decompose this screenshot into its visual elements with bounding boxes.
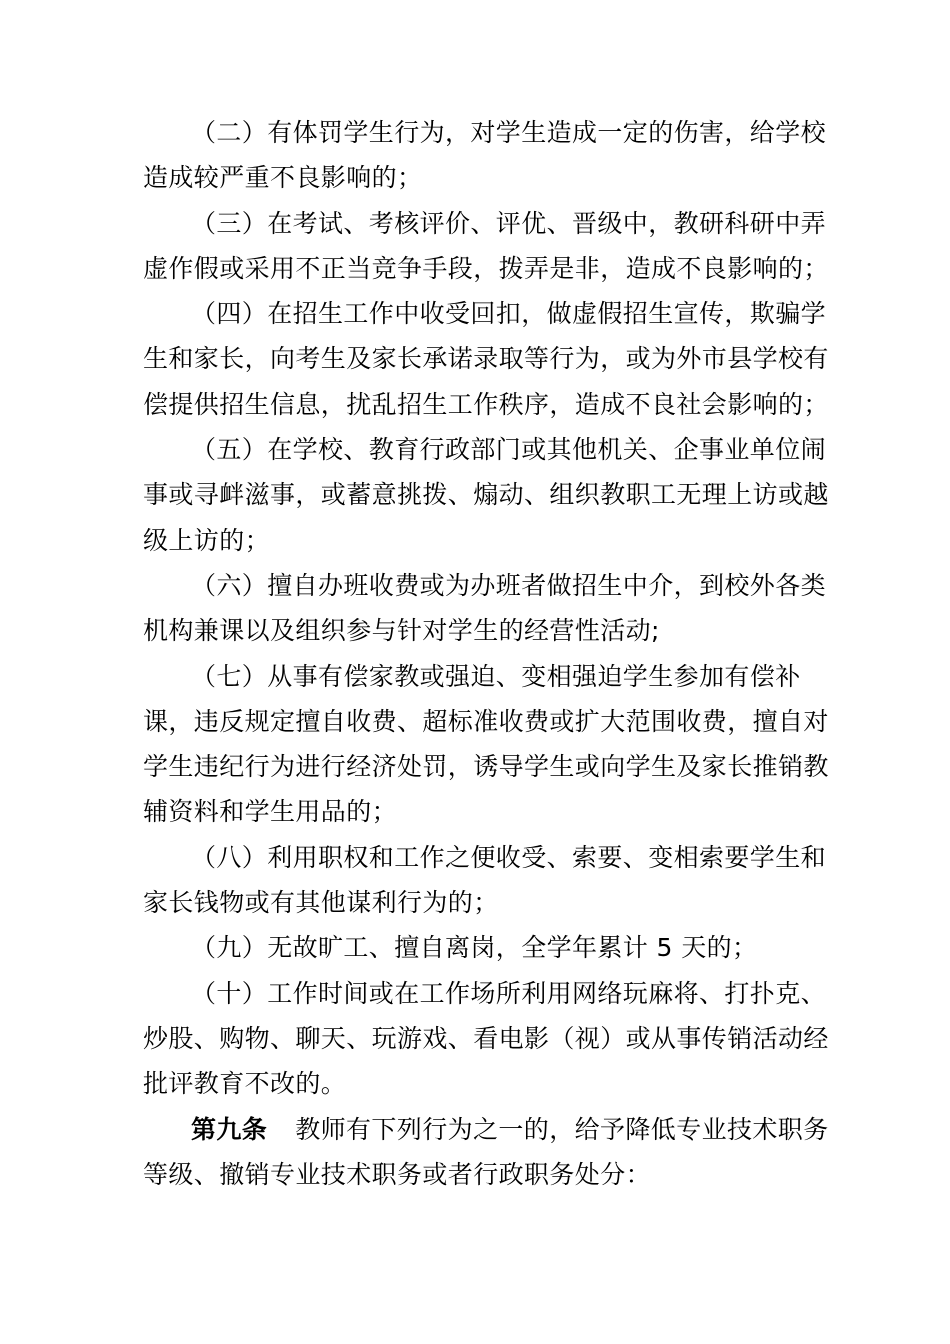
item-3-line-2: 虚作假或采用不正当竞争手段，拨弄是非，造成不良影响的； (143, 253, 829, 283)
article-9-line-1 (143, 1107, 829, 1152)
item-5-line-1: （五）在学校、教育行政部门或其他机关、企事业单位闹 (191, 435, 827, 465)
item-10-line-1: （十）工作时间或在工作场所利用网络玩麻将、打扑克、 (191, 978, 827, 1008)
item-6-line-1: （六）擅自办班收费或为办班者做招生中介，到校外各类 (191, 570, 827, 600)
article-9-text: 教师有下列行为之一的，给予降低专业技术职务 (295, 1114, 829, 1144)
article-9-line-2: 等级、撤销专业技术职务或者行政职务处分： (143, 1159, 652, 1189)
item-7-line-3: 学生违纪行为进行经济处罚，诱导学生或向学生及家长推销教 (143, 752, 829, 782)
item-7-line-1: （七）从事有偿家教或强迫、变相强迫学生参加有偿补 (191, 661, 801, 691)
item-2-line-2: 造成较严重不良影响的； (143, 163, 423, 193)
item-10-line-3: 批评教育不改的。 (143, 1069, 347, 1099)
item-7-line-4: 辅资料和学生用品的； (143, 797, 398, 827)
article-9-heading: 第九条 (191, 1114, 268, 1144)
item-6-line-2: 机构兼课以及组织参与针对学生的经营性活动; (143, 616, 660, 646)
item-5-line-3: 级上访的； (143, 525, 271, 555)
item-3-line-1: （三）在考试、考核评价、评优、晋级中，教研科研中弄 (191, 208, 827, 238)
item-4-line-2: 生和家长，向考生及家长承诺录取等行为，或为外市县学校有 (143, 344, 829, 374)
item-5-line-2: 事或寻衅滋事，或蓄意挑拨、煽动、组织教职工无理上访或越 (143, 480, 829, 510)
item-4-line-1: （四）在招生工作中收受回扣，做虚假招生宣传，欺骗学 (191, 299, 827, 329)
item-8-line-2: 家长钱物或有其他谋利行为的； (143, 888, 499, 918)
item-4-line-3: 偿提供招生信息，扰乱招生工作秩序，造成不良社会影响的； (143, 389, 829, 419)
item-7-line-2: 课，违反规定擅自收费、超标准收费或扩大范围收费，擅自对 (143, 706, 829, 736)
item-8-line-1: （八）利用职权和工作之便收受、索要、变相索要学生和 (191, 842, 827, 872)
item-10-line-2: 炒股、购物、聊天、玩游戏、看电影（视）或从事传销活动经 (143, 1023, 829, 1053)
item-2-line-1: （二）有体罚学生行为，对学生造成一定的伤害，给学校 (191, 118, 827, 147)
document-body (143, 110, 829, 1197)
item-9-line-1: （九）无故旷工、擅自离岗，全学年累计 5 天的； (191, 933, 758, 963)
